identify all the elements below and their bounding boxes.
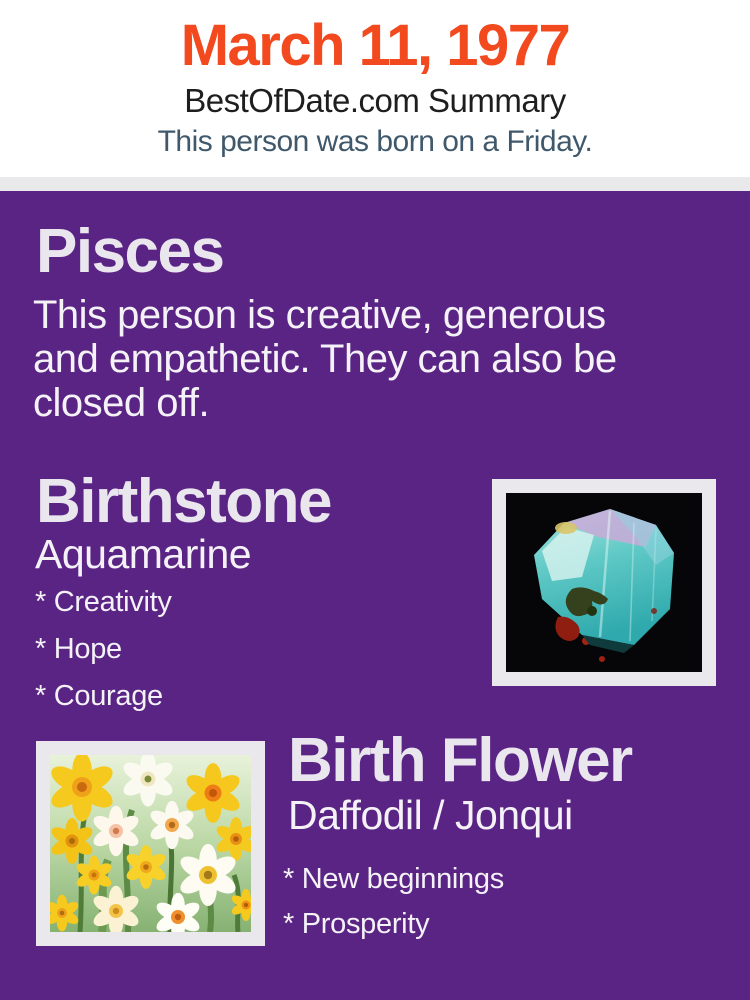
header — [0, 0, 750, 177]
zodiac-description-line-3: closed off. — [33, 381, 210, 425]
birth-flower-name: Daffodil / Jonqui — [288, 792, 573, 838]
birthstone-heading: Birthstone — [36, 467, 331, 536]
page-title-date: March 11, 1977 — [180, 13, 570, 78]
born-weekday-line: This person was born on a Friday. — [157, 125, 593, 158]
birthstone-traits-list — [35, 587, 172, 728]
birth-flower-traits-list — [283, 864, 504, 954]
birthstone-trait: * Courage — [35, 680, 163, 712]
zodiac-description — [33, 293, 617, 425]
daffodil-photo-image — [50, 755, 251, 932]
birth-flower-heading: Birth Flower — [288, 726, 632, 795]
birth-flower-trait: * Prosperity — [283, 908, 430, 940]
details-panel — [0, 191, 750, 1000]
aquamarine-photo-image — [506, 493, 702, 672]
aquamarine-stone-illustration — [506, 493, 702, 672]
daffodil-photo — [36, 741, 265, 946]
birthstone-trait: * Hope — [35, 633, 122, 665]
site-summary-title: BestOfDate.com Summary — [184, 82, 566, 119]
birthstone-trait: * Creativity — [35, 586, 172, 618]
zodiac-sign-heading: Pisces — [36, 217, 224, 286]
zodiac-description-line-1: This person is creative, generous — [33, 293, 606, 337]
zodiac-description-line-2: and empathetic. They can also be — [33, 337, 617, 381]
divider-band — [0, 177, 750, 191]
daffodil-flowers-illustration — [50, 755, 251, 932]
birth-flower-trait: * New beginnings — [283, 863, 504, 895]
birthstone-name: Aquamarine — [35, 531, 252, 577]
aquamarine-photo — [492, 479, 716, 686]
